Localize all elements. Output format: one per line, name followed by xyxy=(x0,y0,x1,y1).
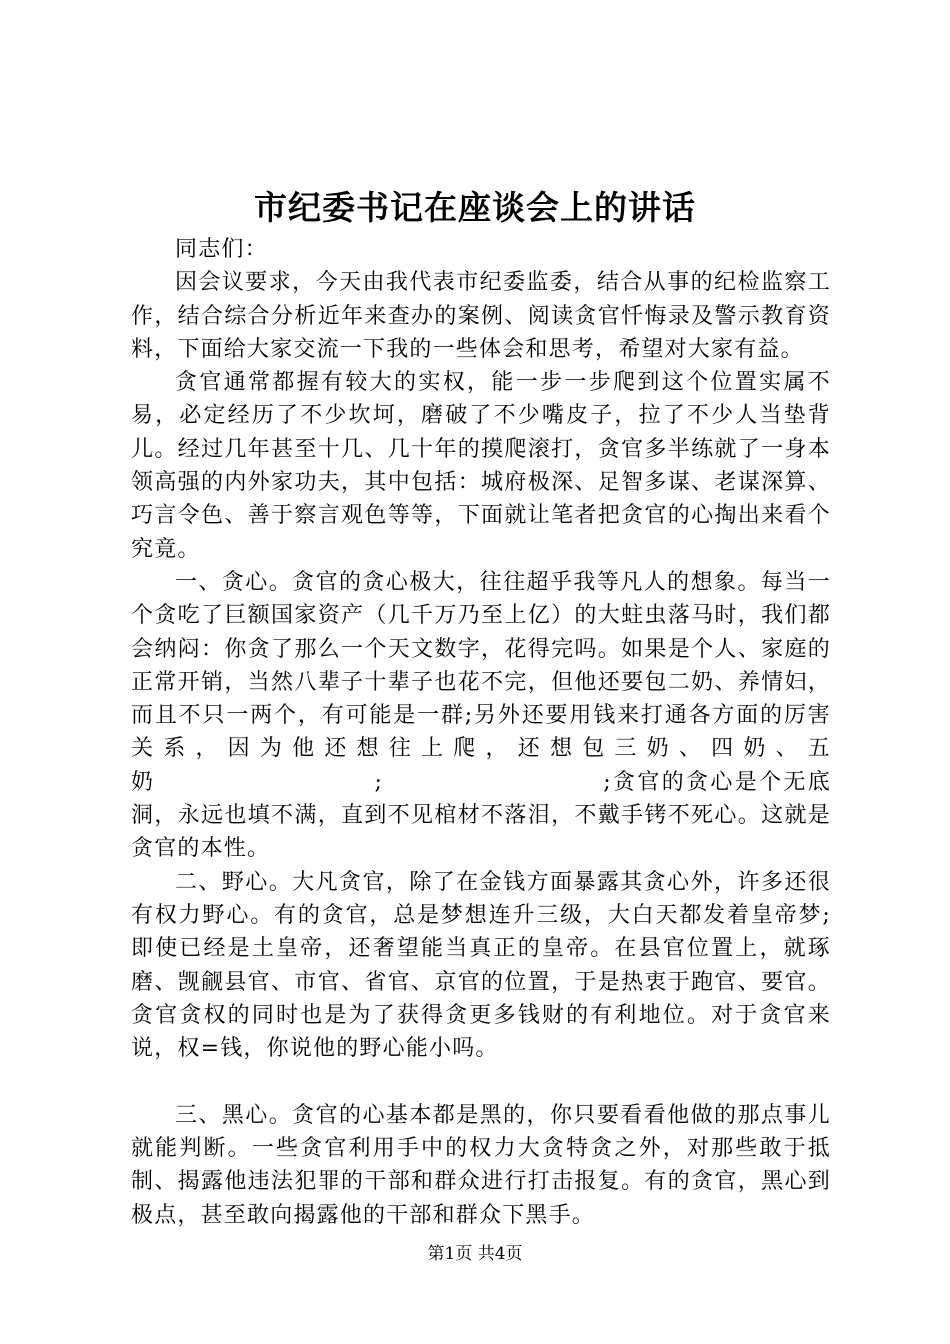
paragraph-black-heart: 三、黑心。贪官的心基本都是黑的，你只要看看他做的那点事儿就能判断。一些贪官利用手中的权力大贪特贪之外，对那些敢于抵制、揭露他违法犯罪的干部和群众进行打击报复。有的贪官，黑心到极点，甚至敢向揭露他的干部和群众下黑手。 xyxy=(131,1102,831,1228)
paragraph-ambition: 二、野心。大凡贪官，除了在金钱方面暴露其贪心外，许多还很有权力野心。有的贪官，总是梦想连升三级，大白天都发着皇帝梦;即使已经是土皇帝，还奢望能当真正的皇帝。在县官位置上，就琢磨、觊觎县官、市官、省官、京官的位置，于是热衷于跑官、要官。贪官贪权的同时也是为了获得贪更多钱财的有利地位。对于贪官来说，权=钱，你说他的野心能小吗。 xyxy=(131,869,831,1062)
paragraph-background: 贪官通常都握有较大的实权，能一步一步爬到这个位置实属不易，必定经历了不少坎坷，磨破了不少嘴皮子，拉了不少人当垫背儿。经过几年甚至十几、几十年的摸爬滚打，贪官多半练就了一身本领高强的内外家功夫，其中包括：城府极深、足智多谋、老谋深算、巧言令色、善于察言观色等等，下面就让笔者把贪官的心掏出来看个究竟。 xyxy=(131,370,831,562)
paragraph-greed: 一、贪心。贪官的贪心极大，往往超乎我等凡人的想象。每当一个贪吃了巨额国家资产（几千万乃至上亿）的大蛀虫落马时，我们都会纳闷：你贪了那么一个天文数字，花得完吗。如果是个人、家庭的正常开销，当然八辈子十辈子也花不完，但他还要包二奶、养情妇，而且不只一两个，有可能是一群;另外还要用钱来打通各方面的厉害关系，因为他还想往上爬，还想包三奶、四奶、五奶 ; ;贪官的贪心是个无底洞，永远也填不满，直到不见棺材不落泪，不戴手铐不死心。这就是贪官的本性。 xyxy=(131,569,831,862)
page-footer: 第1页 共4页 xyxy=(427,1244,523,1264)
document-title: 市纪委书记在座谈会上的讲话 xyxy=(254,188,696,227)
document-body xyxy=(131,233,831,1232)
paragraph-intro: 因会议要求，今天由我代表市纪委监委，结合从事的纪检监察工作，结合综合分析近年来查办的案例、阅读贪官忏悔录及警示教育资料，下面给大家交流一下我的一些体会和思考，希望对大家有益。 xyxy=(131,270,831,362)
salutation: 同志们： xyxy=(175,237,268,262)
